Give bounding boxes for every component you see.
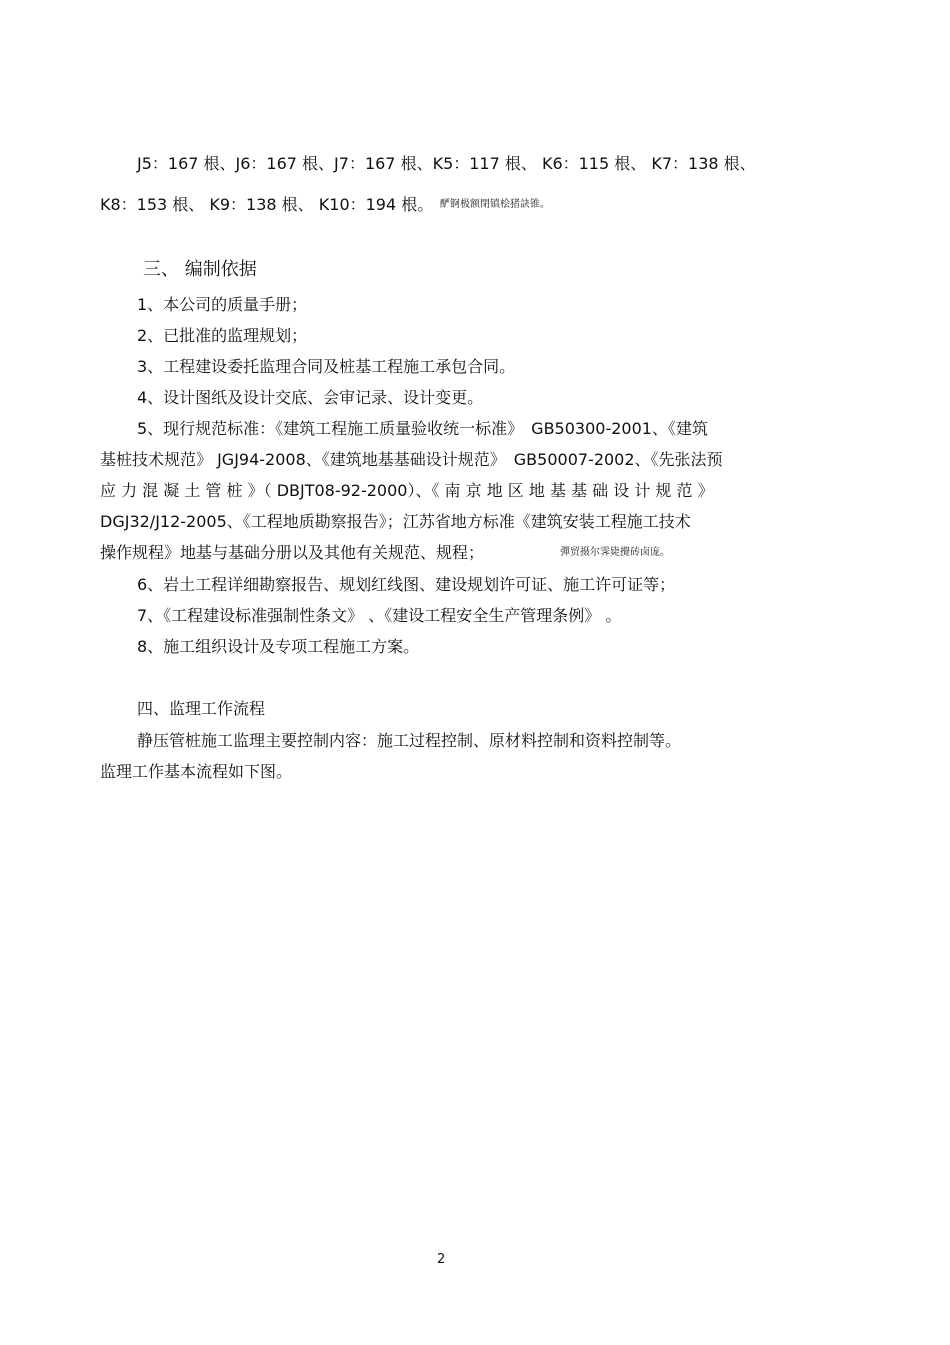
basis-item-4: 4、设计图纸及设计交底、会审记录、设计变更。 — [137, 388, 484, 407]
section-3-heading: 三、 编制依据 — [143, 259, 257, 280]
basis-item-7: 7、《工程建设标准强制性条文》 、《建设工程安全生产管理条例》 。 — [137, 606, 622, 625]
pile-count-line-2: K8：153 根、 K9：138 根、 K10：194 根。 — [100, 195, 434, 214]
section-4-paragraph-2: 监理工作基本流程如下图。 — [100, 762, 293, 781]
basis-item-5-line-3: 应 力 混 凝 土 管 桩 》（ DBJT08-92-2000）、《 南 京 地 区 地 基 基 础 设 计 规 范 》 — [100, 481, 714, 500]
page-number: 2 — [437, 1252, 446, 1267]
section-4-heading: 四、监理工作流程 — [137, 699, 266, 718]
pile-count-line-1: J5：167 根、J6：167 根、J7：167 根、K5：117 根、 K6：115 根、 K7：138 根、 — [137, 154, 756, 173]
garbled-text-1: 酽锕极额閉镇桧猪訣锥。 — [440, 199, 550, 210]
basis-item-5-line-4: DGJ32/J12-2005、《工程地质勘察报告》；江苏省地方标准《建筑安装工程施工技术 — [100, 512, 691, 531]
garbled-text-2: 彈贸摄尔霁毙攪砖卤庞。 — [560, 547, 670, 558]
basis-item-5-line-5: 操作规程》地基与基础分册以及其他有关规范、规程； — [100, 543, 485, 562]
basis-item-5-line-2: 基桩技术规范》 JGJ94-2008、《建筑地基基础设计规范》 GB50007-2002、《先张法预 — [100, 450, 723, 469]
section-4-paragraph-1: 静压管桩施工监理主要控制内容：施工过程控制、原材料控制和资料控制等。 — [137, 731, 682, 750]
basis-item-5-line-1: 5、现行规范标准：《建筑工程施工质量验收统一标准》 GB50300-2001、《建筑 — [137, 419, 708, 438]
basis-item-1: 1、本公司的质量手册； — [137, 295, 308, 314]
basis-item-6: 6、岩土工程详细勘察报告、规划红线图、建设规划许可证、施工许可证等； — [137, 575, 676, 594]
basis-item-3: 3、工程建设委托监理合同及桩基工程施工承包合同。 — [137, 357, 516, 376]
basis-item-8: 8、施工组织设计及专项工程施工方案。 — [137, 637, 420, 656]
basis-item-2: 2、已批准的监理规划； — [137, 326, 308, 345]
